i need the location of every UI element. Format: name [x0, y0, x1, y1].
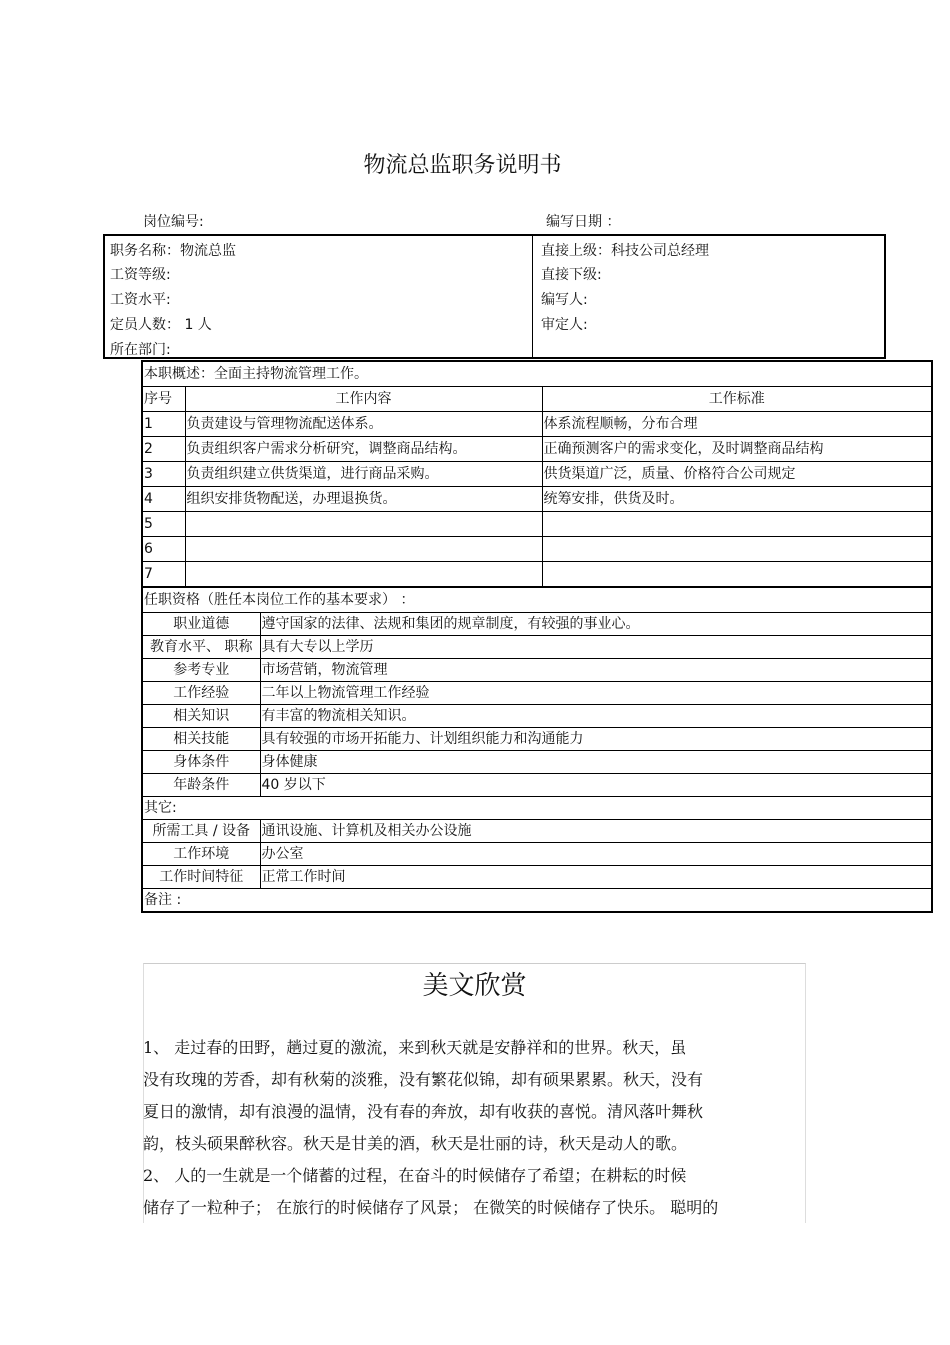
table-row: [142, 512, 932, 537]
qualification-label: 工作经验: [142, 682, 260, 705]
duty-no: 7: [142, 562, 185, 588]
table-row: [142, 437, 932, 462]
duty-no: 2: [142, 437, 185, 462]
table-row: [142, 751, 932, 774]
other-label: 工作环境: [142, 843, 260, 866]
table-row: [142, 562, 932, 588]
qualification-label: 教育水平、 职称: [142, 636, 260, 659]
direct-subordinate: 直接下级:: [541, 267, 602, 283]
qualification-label: 相关知识: [142, 705, 260, 728]
date-label: 编写日期 ：: [546, 214, 621, 230]
qualification-value: 市场营销，物流管理: [260, 659, 932, 682]
info-divider: [532, 236, 533, 357]
table-row: [142, 487, 932, 512]
other-value: 办公室: [260, 843, 932, 866]
reviewer: 审定人:: [541, 317, 588, 333]
duty-content: 负责组织客户需求分析研究，调整商品结构。: [185, 437, 542, 462]
table-row: [142, 774, 932, 797]
table-row: [142, 843, 932, 866]
qualification-label: 身体条件: [142, 751, 260, 774]
table-row: [142, 636, 932, 659]
duty-standard: [542, 512, 932, 537]
other-value: 通讯设施、计算机及相关办公设施: [260, 820, 932, 843]
duty-standard: 体系流程顺畅，分布合理: [542, 412, 932, 437]
job-description-table: [141, 360, 933, 913]
salary-level: 工资水平:: [110, 292, 171, 308]
qualification-label: 参考专业: [142, 659, 260, 682]
other-header: 其它:: [142, 797, 932, 820]
duty-standard: 正确预测客户的需求变化，及时调整商品结构: [542, 437, 932, 462]
other-value: 正常工作时间: [260, 866, 932, 889]
duty-standard: 供货渠道广泛，质量、价格符合公司规定: [542, 462, 932, 487]
qualification-value: 有丰富的物流相关知识。: [260, 705, 932, 728]
essay-line: 2、 人的一生就是一个储蓄的过程，在奋斗的时候储存了希望；在耕耘的时候: [143, 1166, 687, 1185]
qualification-value: 具有大专以上学历: [260, 636, 932, 659]
duty-content: 组织安排货物配送，办理退换货。: [185, 487, 542, 512]
qualification-value: 具有较强的市场开拓能力、计划组织能力和沟通能力: [260, 728, 932, 751]
job-name: 职务名称：物流总监: [110, 243, 236, 259]
author: 编写人:: [541, 292, 588, 308]
duty-standard: [542, 562, 932, 588]
table-row: [142, 866, 932, 889]
qualification-value: 40 岁以下: [260, 774, 932, 797]
duty-standard-header: 工作标准: [542, 387, 932, 412]
qualification-label: 相关技能: [142, 728, 260, 751]
department: 所在部门:: [110, 342, 171, 358]
qualification-label: 职业道德: [142, 613, 260, 636]
document-title: 物流总监职务说明书: [363, 153, 562, 178]
duty-no: 6: [142, 537, 185, 562]
direct-superior: 直接上级：科技公司总经理: [541, 243, 709, 259]
salary-grade: 工资等级:: [110, 267, 171, 283]
table-row: [142, 462, 932, 487]
table-row: [142, 613, 932, 636]
table-row: [142, 705, 932, 728]
table-row: [142, 537, 932, 562]
essay-line: 夏日的激情，却有浪漫的温情，没有春的奔放，却有收获的喜悦。清风落叶舞秋: [143, 1102, 704, 1121]
table-row: [142, 728, 932, 751]
qualification-value: 二年以上物流管理工作经验: [260, 682, 932, 705]
basic-info-box: [103, 234, 886, 359]
duty-standard: 统筹安排，供货及时。: [542, 487, 932, 512]
duty-standard: [542, 537, 932, 562]
other-label: 工作时间特征: [142, 866, 260, 889]
essay-body: [143, 1032, 806, 1224]
qualification-label: 年龄条件: [142, 774, 260, 797]
summary-cell: 本职概述：全面主持物流管理工作。: [142, 361, 932, 387]
duty-no-header: 序号: [142, 387, 185, 412]
qualification-header: 任职资格（胜任本岗位工作的基本要求） ：: [142, 587, 932, 613]
essay-title: 美文欣赏: [422, 971, 527, 1001]
duty-no: 1: [142, 412, 185, 437]
essay-line: 储存了一粒种子； 在旅行的时候储存了风景； 在微笑的时候储存了快乐。 聪明的: [143, 1198, 719, 1217]
duty-content: [185, 512, 542, 537]
duty-content: 负责组织建立供货渠道，进行商品采购。: [185, 462, 542, 487]
table-row: [142, 659, 932, 682]
other-label: 所需工具 / 设备: [142, 820, 260, 843]
duty-no: 3: [142, 462, 185, 487]
essay-line: 韵，枝头硕果醉秋容。秋天是甘美的酒，秋天是壮丽的诗，秋天是动人的歌。: [143, 1134, 688, 1153]
duty-no: 5: [142, 512, 185, 537]
duty-no: 4: [142, 487, 185, 512]
table-row: [142, 820, 932, 843]
qualification-value: 遵守国家的法律、法规和集团的规章制度，有较强的事业心。: [260, 613, 932, 636]
essay-line: 1、 走过春的田野，趟过夏的激流，来到秋天就是安静祥和的世界。秋天，虽: [143, 1038, 687, 1057]
remark-cell: 备注 :: [142, 889, 932, 913]
duty-content-header: 工作内容: [185, 387, 542, 412]
duty-content: [185, 537, 542, 562]
duty-content: 负责建设与管理物流配送体系。: [185, 412, 542, 437]
essay-line: 没有玫瑰的芳香，却有秋菊的淡雅，没有繁花似锦，却有硕果累累。秋天，没有: [143, 1070, 704, 1089]
post-code-label: 岗位编号:: [143, 214, 204, 230]
table-row: [142, 412, 932, 437]
duty-content: [185, 562, 542, 588]
qualification-value: 身体健康: [260, 751, 932, 774]
headcount: 定员人数： 1 人: [110, 317, 212, 333]
table-row: [142, 682, 932, 705]
